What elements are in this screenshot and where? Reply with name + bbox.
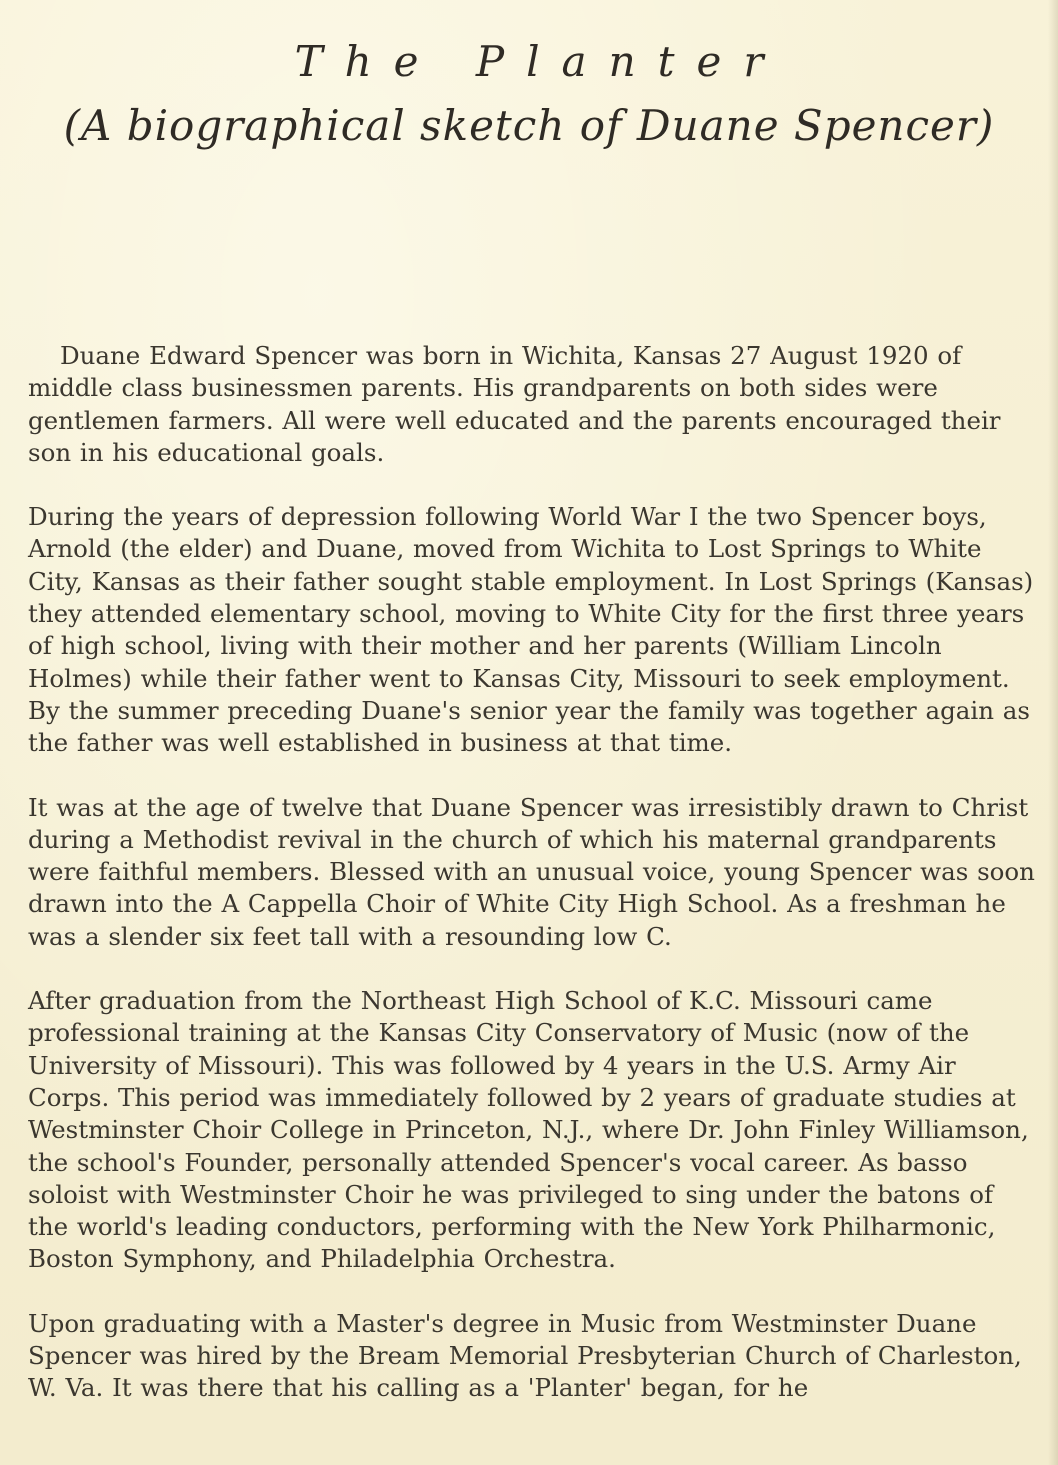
title-subtitle: (A biographical sketch of Duane Spencer) [63, 101, 995, 150]
paragraph-depression-years: During the years of depression following World War I the two Spencer boys, Arnold (the elder) and Duane, moved from Wichita to Lost Springs to White City, Kansas as their father sought stable employment. In Lost Springs (Kansas) they attended elementary school, moving to White City for the first three years of high school, living with their mother and her parents (William Lincoln Holmes) while their father went to Kansas City, Missouri to seek employment. By the summer preceding Duane's senior year the family was together again as the father was well established in business at that time. [28, 502, 1034, 758]
paragraph-training: After graduation from the Northeast High School of K.C. Missouri came professional training at the Kansas City Conservatory of Music (now of the University of Missouri). This was followed by 4 years in the U.S. Army Air Corps. This period was immediately followed by 2 years of graduate studies at Westminster Choir College in Princeton, N.J., where Dr. John Finley Williamson, the school's Founder, personally attended Spencer's vocal career. As basso soloist with Westminster Choir he was privileged to sing under the batons of the world's leading conductors, performing with the New York Philharmonic, Boston Symphony, and Philadelphia Orchestra. [28, 986, 1029, 1274]
page-edge-shadow [1048, 0, 1058, 1465]
paragraph-conversion: It was at the age of twelve that Duane Spencer was irresistibly drawn to Christ during a Methodist revival in the church of which his maternal grandparents were faithful members. Blessed with an unusual voice, young Spencer was soon drawn into the A Cappella Choir of White City High School. As a freshman he was a slender six feet tall with a resounding low C. [28, 792, 1035, 951]
title-main: The Planter [294, 37, 786, 86]
paragraph-birth: Duane Edward Spencer was born in Wichita, Kansas 27 August 1920 of middle class businessmen parents. His grandparents on both sides were gentlemen farmers. All were well educated and the parents encouraged their son in his educational goals. [28, 341, 1001, 467]
document-title [0, 30, 1058, 158]
document-body [28, 340, 1038, 1437]
paragraph-charleston: Upon graduating with a Master's degree in Music from Westminster Duane Spencer was hired by the Bream Memorial Presbyterian Church of Charleston, W. Va. It was there that his calling as a 'Planter' began, for he [28, 1308, 1022, 1403]
